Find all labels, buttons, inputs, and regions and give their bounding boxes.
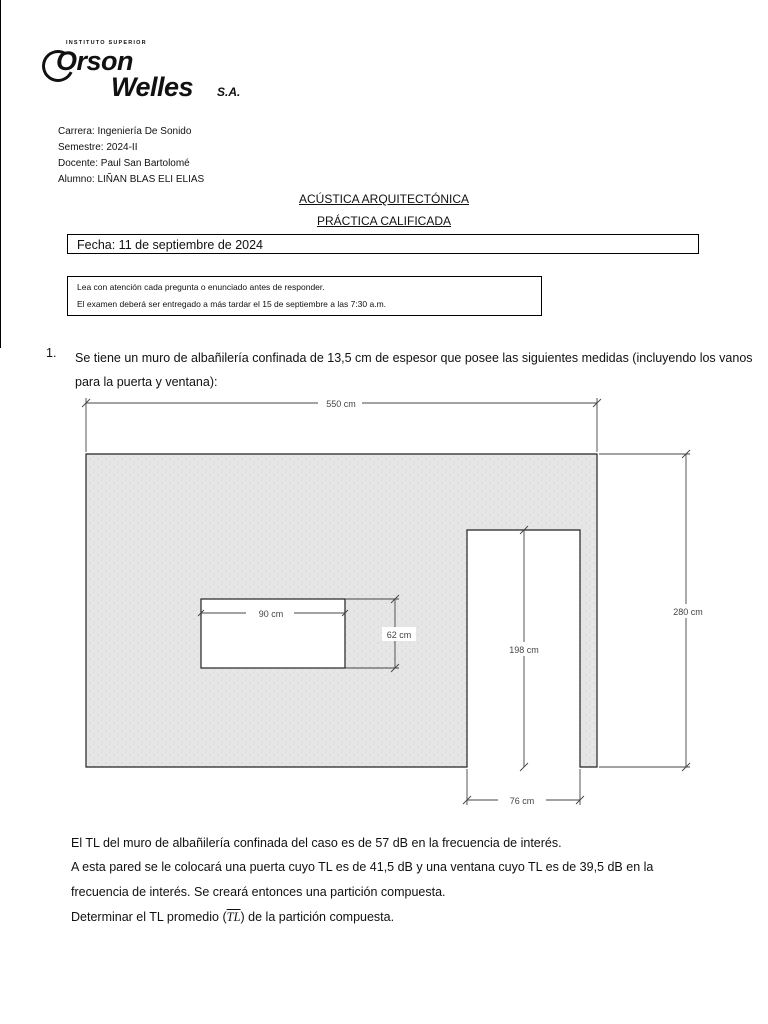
- logo-sa: S.A.: [217, 85, 241, 99]
- logo-top-line: INSTITUTO SUPERIOR: [66, 40, 147, 46]
- paragraph-2: A esta pared se le colocará una puerta cuyo TL es de 41,5 dB y una ventana cuyo TL es de 39,5 dB en la: [71, 860, 654, 874]
- info-docente: Docente: Paul San Bartolomé: [58, 158, 190, 169]
- tl-average-symbol: $\overline{TL}$: [226, 910, 241, 924]
- info-semestre: Semestre: 2024-II: [58, 142, 138, 153]
- logo-welles: Welles: [111, 72, 194, 102]
- dim-window-height: 62 cm: [386, 630, 412, 640]
- dim-door-height: 198 cm: [509, 645, 539, 655]
- info-carrera: Carrera: Ingeniería De Sonido: [58, 126, 192, 137]
- question-text: Se tiene un muro de albañilería confinada de 13,5 cm de espesor que posee las siguientes medidas (incluyendo los vanos para la puerta y ventana):: [75, 351, 753, 389]
- dim-wall-height: 280 cm: [673, 607, 703, 617]
- paragraph-4-start: Determinar el TL promedio (: [71, 910, 227, 924]
- dim-wall-width: 550 cm: [326, 399, 356, 409]
- paragraph-4-end: ) de la partición compuesta.: [240, 910, 395, 924]
- exam-title: PRÁCTICA CALIFICADA: [316, 214, 452, 228]
- instruction-line-2: El examen deberá ser entregado a más tardar el 15 de septiembre a las 7:30 a.m.: [77, 299, 387, 309]
- dim-door-width: 76 cm: [509, 796, 535, 806]
- course-title: ACÚSTICA ARQUITECTÓNICA: [298, 192, 470, 206]
- instruction-line-1: Lea con atención cada pregunta o enunciado antes de responder.: [77, 282, 325, 292]
- paragraph-4: [71, 910, 394, 925]
- date-text: Fecha: 11 de septiembre de 2024: [77, 238, 264, 252]
- question-number: 1.: [46, 346, 57, 360]
- dim-window-width: 90 cm: [258, 609, 284, 619]
- paragraph-1: El TL del muro de albañilería confinada del caso es de 57 dB en la frecuencia de interés.: [71, 836, 562, 850]
- info-alumno: Alumno: LIÑAN BLAS ELI ELIAS: [58, 174, 205, 185]
- paragraph-3: frecuencia de interés. Se creará entonces una partición compuesta.: [71, 885, 446, 899]
- logo-orson: Orson: [56, 46, 134, 76]
